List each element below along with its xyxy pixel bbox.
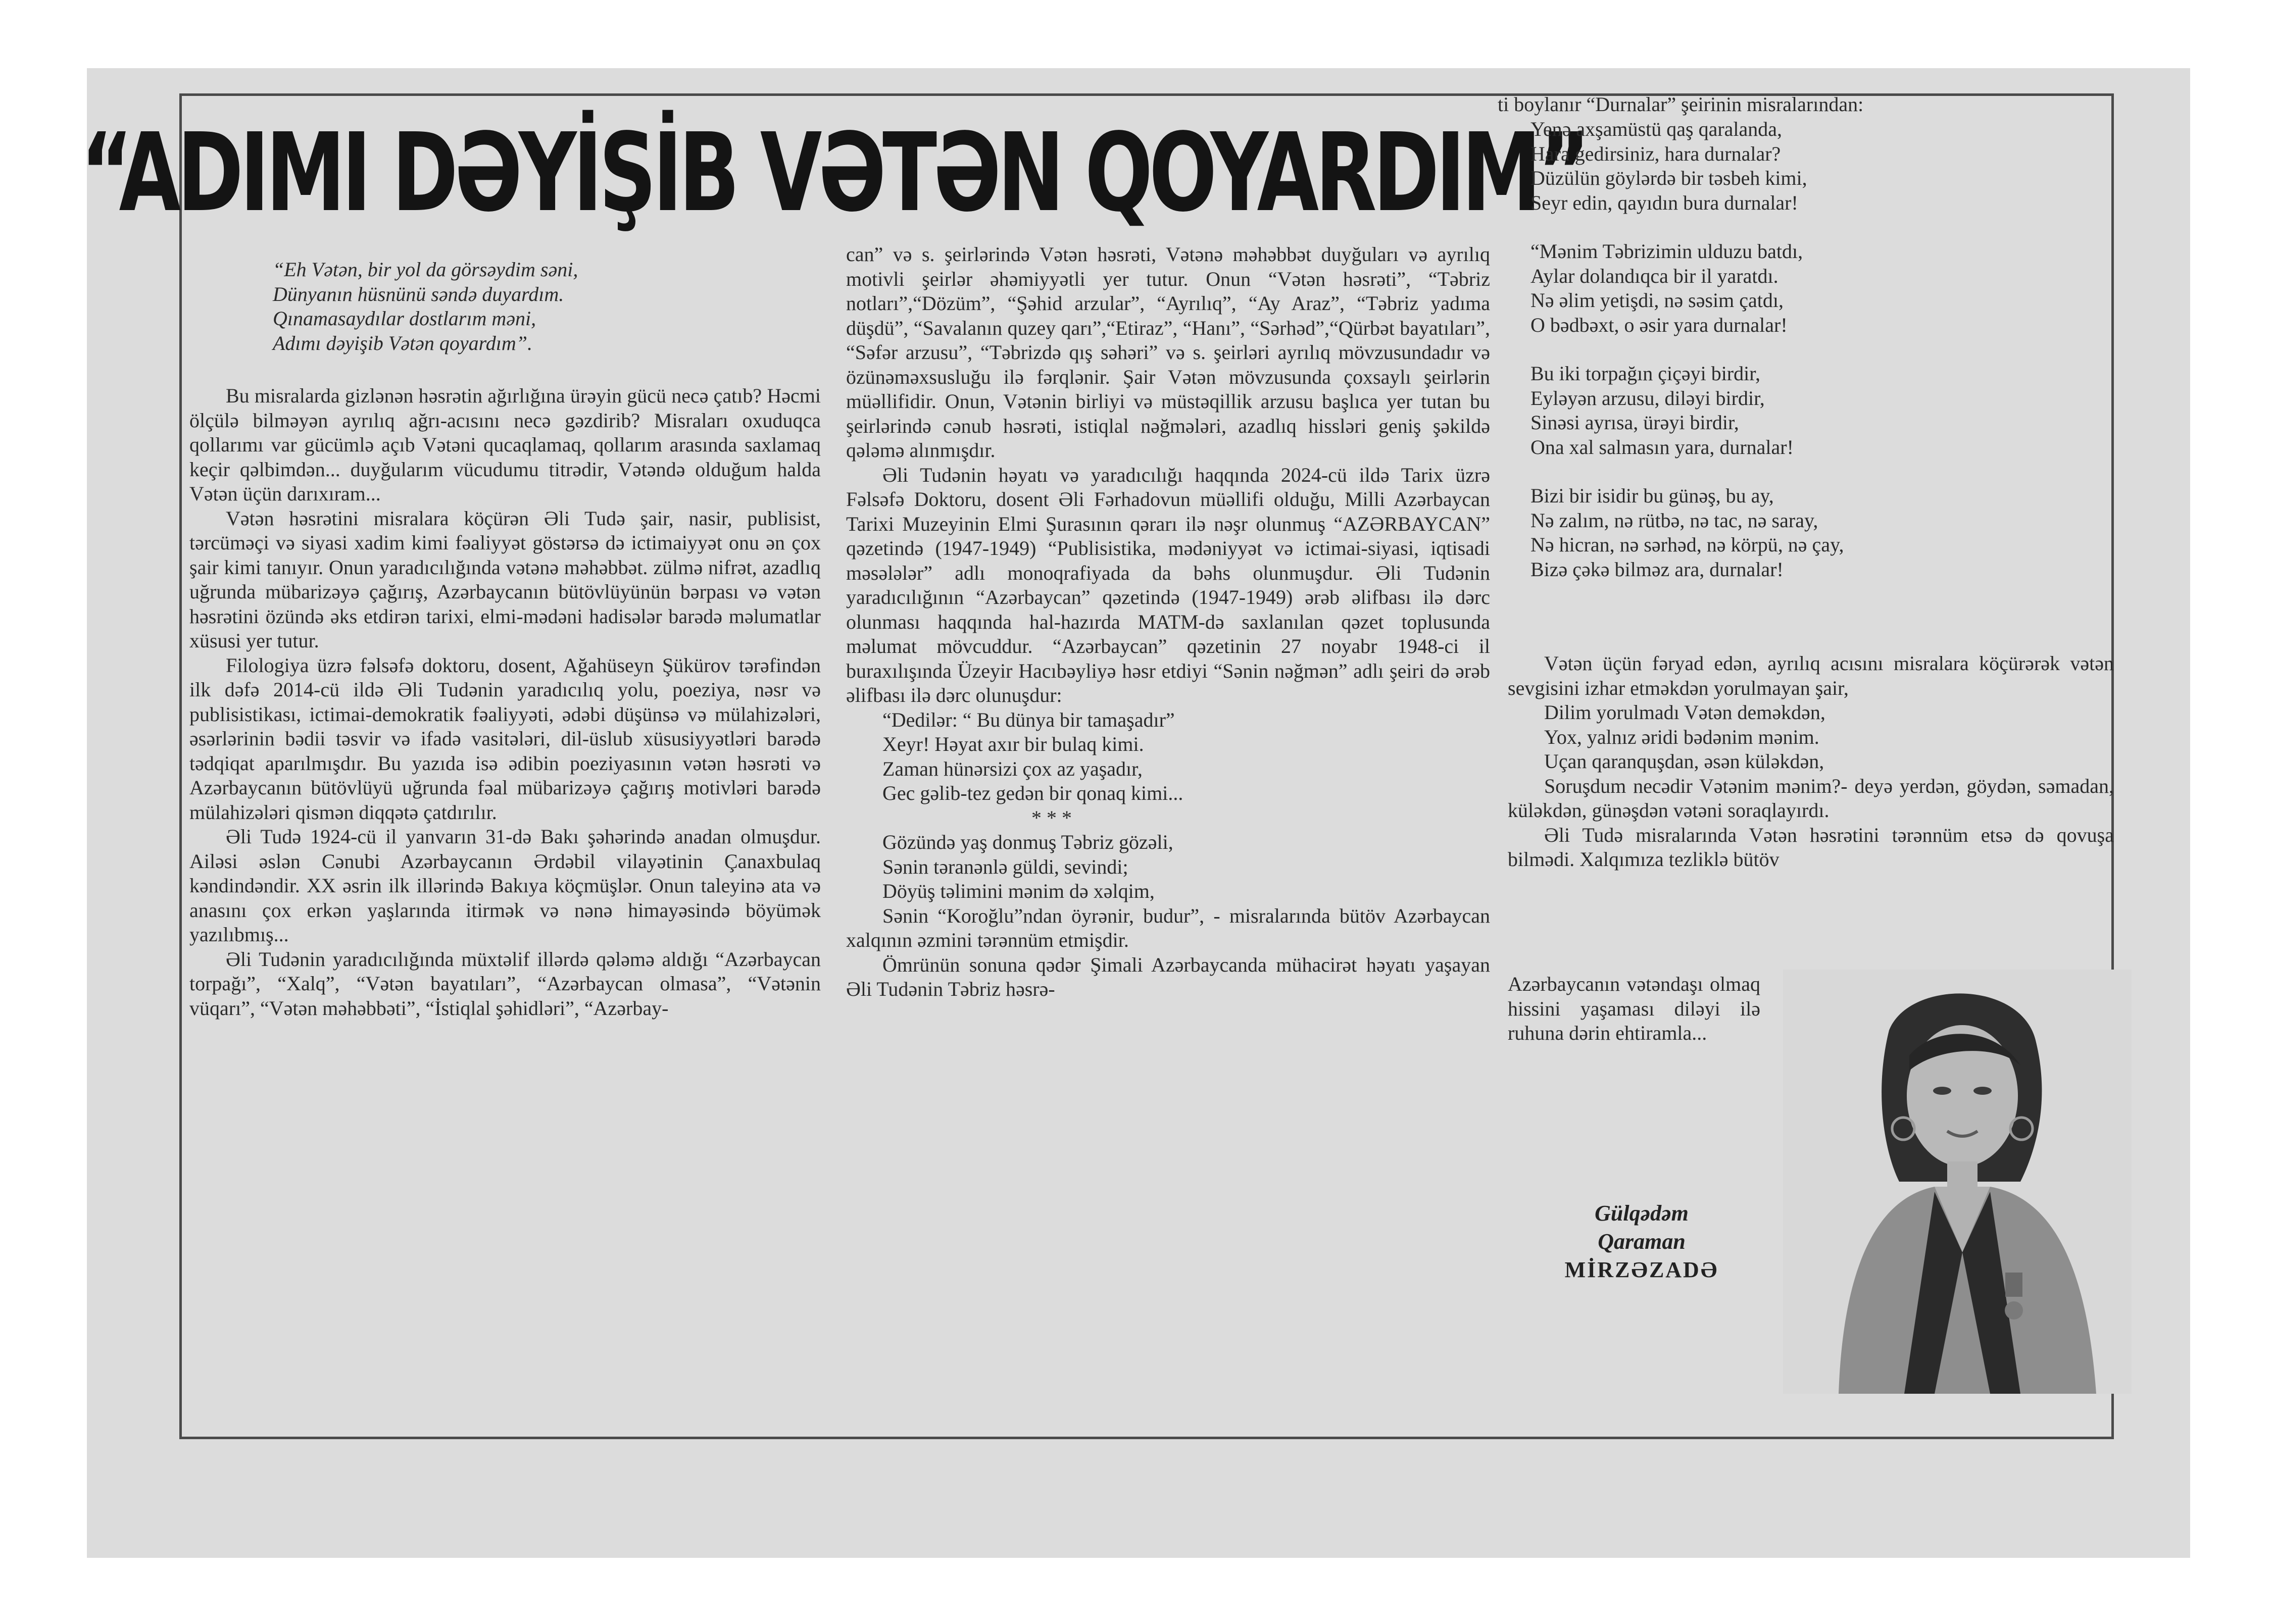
poem-line: O bədbəxt, o əsir yara durnalar! [1530, 313, 1788, 336]
poem-line: “Mənim Təbrizimin ulduzu batdı, [1530, 240, 1803, 263]
poem-line: Zaman hünərsizi çox az yaşadır, [882, 757, 1143, 780]
paragraph: Azərbaycanın vətəndaşı olmaq hissini yaşaması diləyi ilə ruhuna dərin ehtiramla... [1508, 973, 1760, 1044]
epigraph-line: “Eh Vətən, bir yol da görsəydim səni, [273, 258, 578, 281]
poem-line: Xeyr! Həyat axır bir bulaq kimi. [882, 733, 1144, 755]
paragraph: Əli Tudə 1924-cü il yanvarın 31-də Bakı şəhərində anadan olmuşdur. Ailəsi əslən Cənubi Azərbaycanın Ərdəbil vilayətinin Çanaxbulaq kəndindəndir. XX əsrin ilk illərində Bakıya köçmüşlər. Onun taleyinə ata və anasını çox erkən yaşlarında itirmək və nənə himayəsində böyümək yazılıbmış... [189, 825, 821, 946]
paragraph: Bu misralarda gizlənən həsrətin ağırlığına ürəyin gücü necə çatıb? Həcmi ölçülə bilməyən ayrılıq ağrı-acısını necə gəzdirib? Misraları oxuduqca qollarımı var gücümlə açıb Vətəni qucaqlamaq, qollarım arasında saxlamaq keçir qəlbimdən... duyğularım vücudumu titrədir, Vətəndə olduğum halda Vətən üçün darıxıram... [189, 384, 821, 505]
durnalar-poem [1530, 117, 1844, 582]
author-byline [1546, 1199, 1738, 1284]
poem-line: “Dedilər: “ Bu dünya bir tamaşadır” [882, 708, 1175, 731]
epigraph [273, 258, 727, 356]
poem-line: Bizi bir isidir bu günəş, bu ay, [1530, 484, 1774, 507]
poem-line: Gec gəlib-tez gedən bir qonaq kimi... [882, 782, 1183, 804]
poem-line: Sinəsi ayrısa, ürəyi birdir, [1530, 411, 1739, 434]
epigraph-line: Adımı dəyişib Vətən qoyardım”. [273, 331, 532, 354]
column-2 [846, 242, 1490, 1002]
poem-line: Dilim yorulmadı Vətən deməkdən, [1544, 701, 1825, 724]
paragraph: Soruşdum necədir Vətənim mənim?- deyə yerdən, göydən, səmadan, küləkdən, günəşdən vətəni soraqlayırdı. [1508, 774, 2114, 822]
author-portrait-image [1783, 970, 2132, 1394]
poem-line: Ona xal salmasın yara, durnalar! [1530, 435, 1794, 459]
paragraph: Ömrünün sonuna qədər Şimali Azərbaycanda mühacirət həyatı yaşayan Əli Tudənin Təbriz həsrə- [846, 953, 1490, 1000]
paragraph: Vətən üçün fəryad edən, ayrılıq acısını misralara köçürərək vətən sevgisini izhar etməkdən yorulmayan şair, [1508, 652, 2114, 699]
poem-line: Sənin təranənlə güldi, sevindi; [882, 855, 1128, 878]
poem-line: Bizə çəkə bilməz ara, durnalar! [1530, 557, 1784, 581]
poem-line: Seyr edin, qayıdın bura durnalar! [1530, 191, 1798, 214]
author-surname: MİRZƏZADƏ [1564, 1257, 1719, 1282]
poem-excerpt [882, 708, 1490, 904]
author-middle-name: Qaraman [1598, 1229, 1686, 1254]
poem-line: Bu iki torpağın çiçəyi birdir, [1530, 362, 1760, 385]
paragraph: Vətən həsrətini misralara köçürən Əli Tudə şair, nasir, publisist, tərcüməçi və siyasi xadim kimi fəaliyyət göstərsə də ictimaiyyət onu ən çox şair kimi tanıyır. Onun yaradıcılığında vətənə məhəbbət. zülmə nifrət, azadlıq uğrunda mübarizəyə çağırış, Azərbaycanın bütövlüyünün bərpası və vətən həsrətini özündə əks etdirən tarixi, elmi-mədəni hadisələr barədə məlumatlar xüsusi yer tutur. [189, 506, 821, 652]
poem-line: Eyləyən arzusu, diləyi birdir, [1530, 386, 1765, 410]
poem-line: Yox, yalnız əridi bədənim mənim. [1544, 725, 1819, 748]
paragraph: Sənin “Koroğlu”ndan öyrənir, budur”, - misralarında bütöv Azərbaycan xalqının əzmini tərənnüm etmişdir. [846, 904, 1490, 951]
poem-line: Döyüş təlimini mənim də xəlqim, [882, 880, 1155, 902]
poem-line: Nə əlim yetişdi, nə səsim çatdı, [1530, 289, 1784, 312]
epigraph-line: Dünyanın hüsnünü səndə duyardım. [273, 282, 564, 306]
column-1 [189, 384, 821, 1021]
section-separator: * * * [1031, 806, 1072, 829]
poem-line: Gözündə yaş donmuş Təbriz gözəli, [882, 831, 1173, 853]
article-headline: “ADIMI DƏYİŞİB VƏTƏN QOYARDIM” [80, 110, 1587, 236]
paragraph: Əli Tudənin yaradıcılığında müxtəlif illərdə qələmə aldığı “Azərbaycan torpağı”, “Xalq”, “Vətən bayatıları”, “Azərbaycan olmasa”, “Vətənin vüqarı”, “Vətən məhəbbəti”, “İstiqlal şəhidləri”, “Azərbay- [189, 947, 821, 1020]
paragraph: Filologiya üzrə fəlsəfə doktoru, dosent, Ağahüseyn Şükürov tərəfindən ilk dəfə 2014-cü ildə Əli Tudənin yaradıcılıq yolu, poeziya, nəsr və publisistikası, ictimai-demokratik fəaliyyəti, ədəbi düşünsə və mülahizələri, əsərlərinin bədii təsvir və ifadə vasitələri, dil-üslub xüsusiyyətləri barədə tədqiqat aparılmışdır. Bu yazıda isə ədibin poeziyasının vətən həsrəti və Azərbaycanın bütövlüyü uğrunda fəal mübarizəyə çağırış motivləri barədə mülahizələri qismən diqqətə çatdırılır. [189, 653, 821, 824]
column-3 [1508, 651, 2114, 872]
poem-line: Yenə axşamüstü qaş qaralanda, [1530, 118, 1783, 140]
author-first-name: Gülqədəm [1595, 1201, 1689, 1226]
paragraph: can” və s. şeirlərində Vətən həsrəti, Vətənə məhəbbət duyğuları və ayrılıq motivli şeirlər əhəmiyyətli yer tutur. Onun “Vətən həsrəti”, “Təbriz notları”,“Dözüm”, “Şəhid arzular”, “Ayrılıq”, “Ay Araz”, “Təbriz yadıma düşdü”, “Savalanın quzey qarı”,“Etiraz”, “Hanı”, “Sərhəd”,“Qürbət bayatıları”, “Səfər arzusu”, “Təbrizdə qış səhəri” və s. şeirləri ayrılıq mövzusundadır və özünəməxsusluğu ilə fərqlənir. Şair Vətən mövzusunda çoxsaylı şeirlərin müəllifidir. Onun, Vətənin birliyi və müstəqillik arzusu başlıca yer tutan bu şeirlərində cənub həsrəti, istiqlal nəğmələri, azadlıq hissləri geniş şəkildə qələmə alınmışdır. [846, 243, 1490, 462]
author-photo [1783, 970, 2132, 1394]
poem-line: Nə hicran, nə sərhəd, nə körpü, nə çay, [1530, 533, 1844, 556]
poem-line: Düzülün göylərdə bir təsbeh kimi, [1530, 167, 1807, 189]
poem-line: Nə zalım, nə rütbə, nə tac, nə saray, [1530, 509, 1818, 532]
poem-excerpt [1544, 700, 2114, 774]
poem-line: Uçan qaranquşdan, əsən küləkdən, [1544, 750, 1824, 773]
paragraph: Əli Tudə misralarında Vətən həsrətini tərənnüm etsə də qovuşa bilmədi. Xalqımıza tezliklə bütöv [1508, 823, 2114, 871]
paragraph: Əli Tudənin həyatı və yaradıcılığı haqqında 2024-cü ildə Tarix üzrə Fəlsəfə Doktoru, dosent Əli Fərhadovun müəllifi olduğu, Milli Azərbaycan Tarixi Muzeyinin Elmi Şurasının qərarı ilə nəşr olunmuş “AZƏRBAYCAN” qəzetində (1947-1949) “Publisistika, mədəniyyət və ictimai-siyasi, iqtisadi məsələlər” adlı monoqrafiyada da bəhs olunmuşdur. Əli Tudənin yaradıcılığının “Azərbaycan” qəzetində (1947-1949) ərəb əlifbası ilə dərc olunması haqqında hal-hazırda MATM-də saxlanılan qəzet toplusunda məlumat mövcuddur. “Azərbaycan” qəzetinin 27 noyabr 1948-ci il buraxılışında Üzeyir Hacıbəyliyə həsr etdiyi “Sənin nəğmən” adlı şeiri də ərəb əlifbası ilə dərc olunuşdur: [846, 463, 1490, 706]
poem-line: Aylar dolandıqca bir il yaratdı. [1530, 264, 1778, 287]
epigraph-line: Qınamasaydılar dostlarım məni, [273, 307, 536, 330]
poem-line: Hara gedirsiniz, hara durnalar? [1530, 142, 1781, 165]
closing-text [1508, 972, 1760, 1046]
poem-intro: ti boylanır “Durnalar” şeirinin misralarından: [1498, 93, 1864, 116]
